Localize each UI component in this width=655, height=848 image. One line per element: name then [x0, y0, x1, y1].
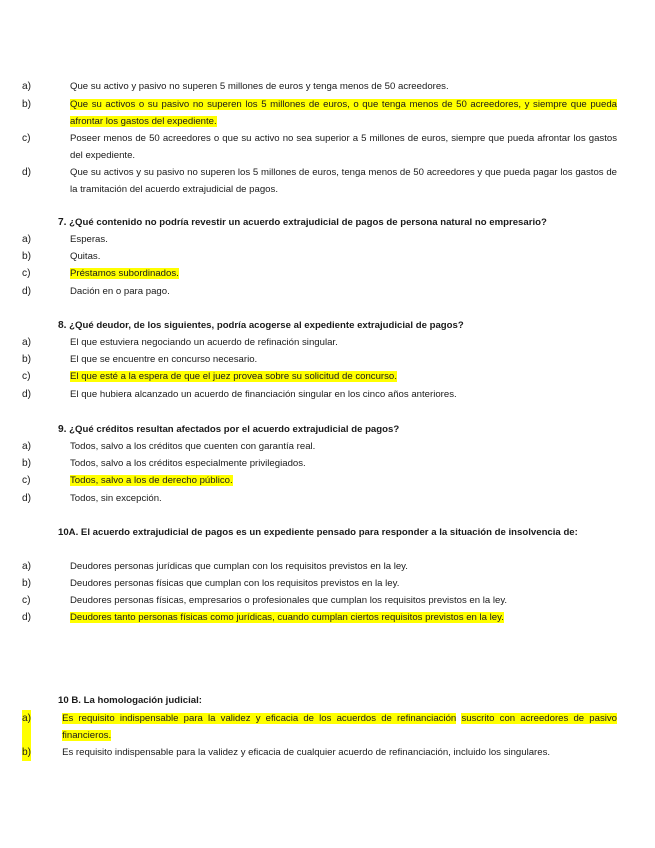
option-letter: b) — [22, 578, 32, 589]
option-text: Que su activos y su pasivo no superen los 5 millones de euros, tenga menos de 50 acreedores y que pueda pagar los gastos de la tramitación del acuerdo extrajudicial de pagos. — [70, 167, 617, 195]
question-10a — [58, 524, 611, 541]
q8-option-b — [22, 351, 617, 368]
option-letter: c) — [22, 371, 31, 382]
q7-option-c — [22, 265, 617, 282]
option-letter: b) — [22, 99, 32, 110]
q10a-option-a — [22, 558, 617, 575]
option-text: Es requisito indispensable para la validez y eficacia de cualquier acuerdo de refinanciación, incluido los singulares. — [62, 747, 551, 758]
question-10b — [58, 692, 611, 709]
option-text — [70, 368, 617, 385]
option-letter: d) — [22, 493, 32, 504]
question-number: 8. — [58, 320, 67, 331]
prev-option-a — [22, 78, 617, 95]
option-text: Dación en o para pago. — [70, 286, 170, 297]
q10a-option-d — [22, 609, 617, 626]
question-text: 10 B. La homologación judicial: — [58, 695, 202, 706]
q9-option-d — [22, 490, 617, 507]
q8-option-c — [22, 368, 617, 385]
highlighted-text: 50 acreedores, y siempre que pueda afrontar los gastos del expediente. — [70, 99, 618, 127]
q9-option-c — [22, 472, 617, 489]
option-text: Deudores personas físicas, empresarios o profesionales que cumplan los requisitos previstos en la ley. — [70, 595, 508, 606]
highlighted-text: Que su activos o su pasivo no superen los 5 millones de euros, o que tenga menos de — [70, 99, 457, 110]
option-text — [70, 265, 617, 282]
option-text: El que hubiera alcanzado un acuerdo de financiación singular en los cinco años anteriores. — [70, 389, 457, 400]
option-letter: a) — [22, 710, 31, 744]
prev-option-c — [22, 130, 617, 164]
option-letter: b) — [22, 354, 32, 365]
q9-option-b — [22, 455, 617, 472]
option-text: Esperas. — [70, 234, 108, 245]
question-7 — [58, 214, 611, 231]
question-9 — [58, 421, 611, 438]
question-number: 9. — [58, 424, 67, 435]
question-number: 7. — [58, 217, 67, 228]
option-text: El que estuviera negociando un acuerdo de refinación singular. — [70, 337, 338, 348]
q10a-option-c — [22, 592, 617, 609]
highlighted-text: Todos, salvo a los de derecho público. — [70, 475, 233, 486]
q8-option-a — [22, 334, 617, 351]
q10a-option-b — [22, 575, 617, 592]
option-letter: d) — [22, 612, 32, 623]
option-letter: b) — [22, 458, 32, 469]
option-letter: a) — [22, 234, 32, 245]
prev-option-d — [22, 164, 617, 198]
option-text: Quitas. — [70, 251, 101, 262]
highlighted-text: El que esté a la espera de que el juez provea sobre su solicitud de concurso. — [70, 371, 397, 382]
option-text: Poseer menos de 50 acreedores o que su activo no sea superior a 5 millones de euros, siempre que pueda afrontar los gastos del expediente. — [70, 133, 617, 161]
q7-option-b — [22, 248, 617, 265]
option-text: Deudores personas jurídicas que cumplan con los requisitos previstos en la ley. — [70, 561, 408, 572]
option-letter: a) — [22, 441, 32, 452]
question-text: ¿Qué contenido no podría revestir un acuerdo extrajudicial de pagos de persona natural no empresario? — [69, 217, 547, 228]
q10b-option-b — [22, 744, 617, 761]
prev-option-b — [22, 96, 617, 130]
option-text: Todos, salvo a los créditos que cuenten con garantía real. — [70, 441, 316, 452]
highlighted-text: Préstamos subordinados. — [70, 268, 179, 279]
option-text: Todos, sin excepción. — [70, 493, 162, 504]
option-text: Todos, salvo a los créditos especialmente privilegiados. — [70, 458, 306, 469]
option-text — [70, 96, 617, 130]
option-letter: b) — [22, 251, 32, 262]
option-text: El que se encuentre en concurso necesario. — [70, 354, 258, 365]
option-text — [70, 609, 617, 626]
option-text: Que su activo y pasivo no superen 5 millones de euros y tenga menos de 50 acreedores. — [70, 81, 449, 92]
option-letter: a) — [22, 81, 32, 92]
option-letter: c) — [22, 133, 31, 144]
question-8 — [58, 317, 611, 334]
q10b-option-a — [22, 710, 617, 744]
q7-option-d — [22, 283, 617, 300]
option-letter: a) — [22, 337, 32, 348]
option-text: Deudores personas físicas que cumplan con los requisitos previstos en la ley. — [70, 578, 400, 589]
highlighted-text: Deudores tanto personas físicas como jurídicas, cuando cumplan ciertos requisitos previstos en la ley. — [70, 612, 504, 623]
q7-option-a — [22, 231, 617, 248]
option-letter: c) — [22, 595, 31, 606]
question-text: ¿Qué deudor, de los siguientes, podría acogerse al expediente extrajudicial de pagos? — [69, 320, 464, 331]
question-text: 10A. El acuerdo extrajudicial de pagos es un expediente pensado para responder a la situación de insolvencia de: — [58, 527, 578, 538]
q9-option-a — [22, 438, 617, 455]
option-letter: b) — [22, 744, 31, 761]
question-text: ¿Qué créditos resultan afectados por el acuerdo extrajudicial de pagos? — [69, 424, 400, 435]
option-text — [70, 472, 617, 489]
option-letter: a) — [22, 561, 32, 572]
option-letter: d) — [22, 167, 32, 178]
option-letter: d) — [22, 286, 32, 297]
option-text — [62, 710, 617, 744]
highlighted-text: Es requisito indispensable para la validez y eficacia de los acuerdos de refinanciación — [62, 713, 457, 724]
option-letter: d) — [22, 389, 32, 400]
option-letter: c) — [22, 475, 31, 486]
highlighted-text: suscrito con acreedores de pasivo financieros. — [62, 713, 618, 741]
q8-option-d — [22, 386, 617, 403]
option-letter: c) — [22, 268, 31, 279]
